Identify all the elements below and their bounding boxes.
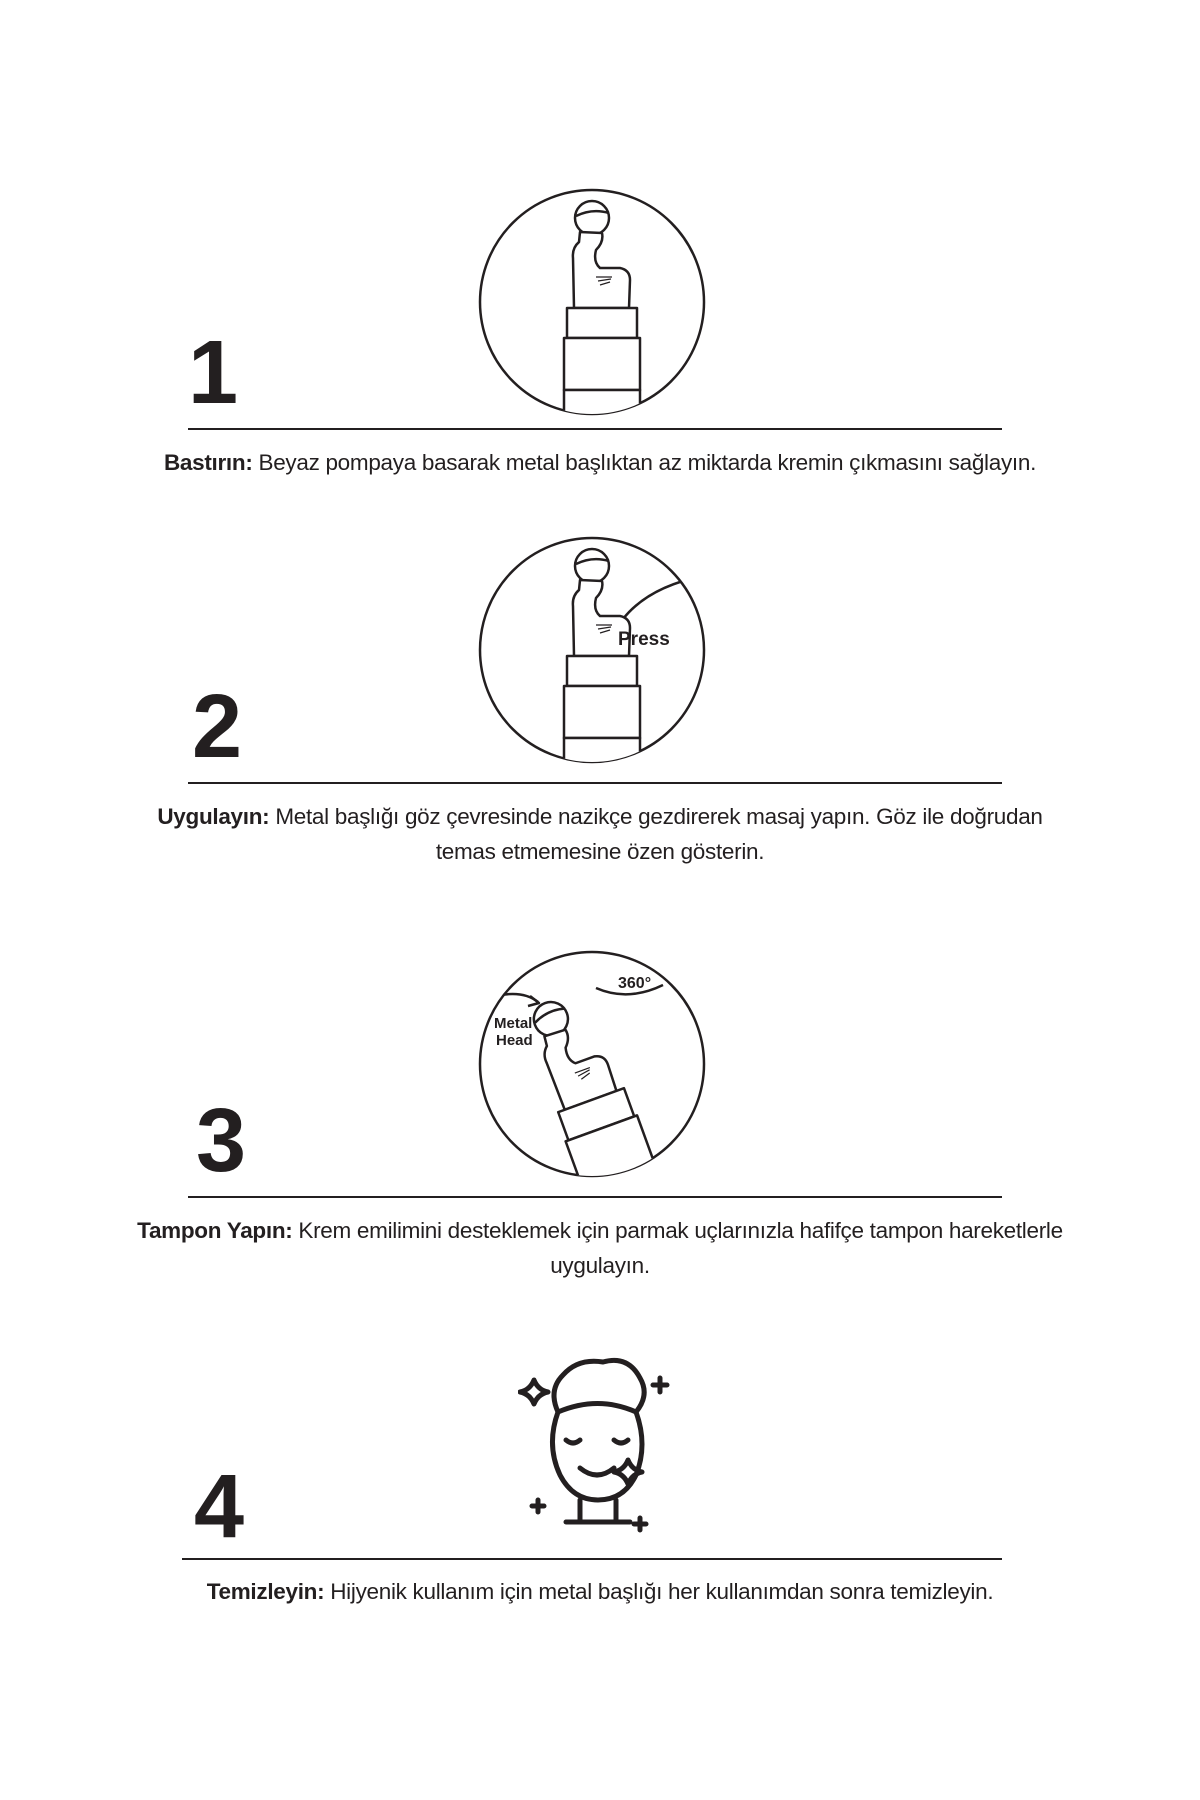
press-pump-icon [478, 536, 706, 764]
step-instruction: Hijyenik kullanım için metal başlığı her kullanımdan sonra temizleyin. [324, 1579, 994, 1604]
step-label: Bastırın: [163, 450, 253, 475]
step-description [130, 1213, 1070, 1283]
step-instruction: Metal başlığı göz çevresinde nazikçe gezdirerek masaj yapın. Göz ile doğrudan temas etmemesine özen gösterin. [269, 804, 1043, 864]
step-divider [182, 1558, 1002, 1560]
metal-label: Metal [494, 1015, 533, 1032]
step-instruction: Beyaz pompaya basarak metal başlıktan az miktarda kremin çıkmasını sağlayın. [252, 450, 1037, 475]
step-instruction: Krem emilimini desteklemek için parmak uçlarınızla hafifçe tampon hareketlerle uygulayın. [292, 1218, 1063, 1278]
step-number: 4 [194, 1457, 245, 1557]
rotation-label: 360° [618, 975, 652, 992]
step-label: Uygulayın: [157, 804, 270, 829]
step-number: 3 [196, 1091, 247, 1191]
step-description [130, 799, 1070, 869]
step-divider [188, 782, 1002, 784]
metal-head-rotation-icon [478, 950, 706, 1178]
step-number: 2 [192, 677, 243, 777]
roller-pen-icon [478, 188, 706, 416]
step-label: Temizleyin: [206, 1579, 325, 1604]
step-description [130, 1574, 1070, 1609]
step-label: Tampon Yapın: [137, 1218, 293, 1243]
head-label: Head [496, 1032, 533, 1049]
press-label: Press [618, 629, 670, 650]
clean-face-towel-icon [518, 1350, 678, 1540]
step-divider [188, 428, 1002, 430]
step-number: 1 [188, 323, 239, 423]
step-description [130, 445, 1070, 480]
step-divider [188, 1196, 1002, 1198]
